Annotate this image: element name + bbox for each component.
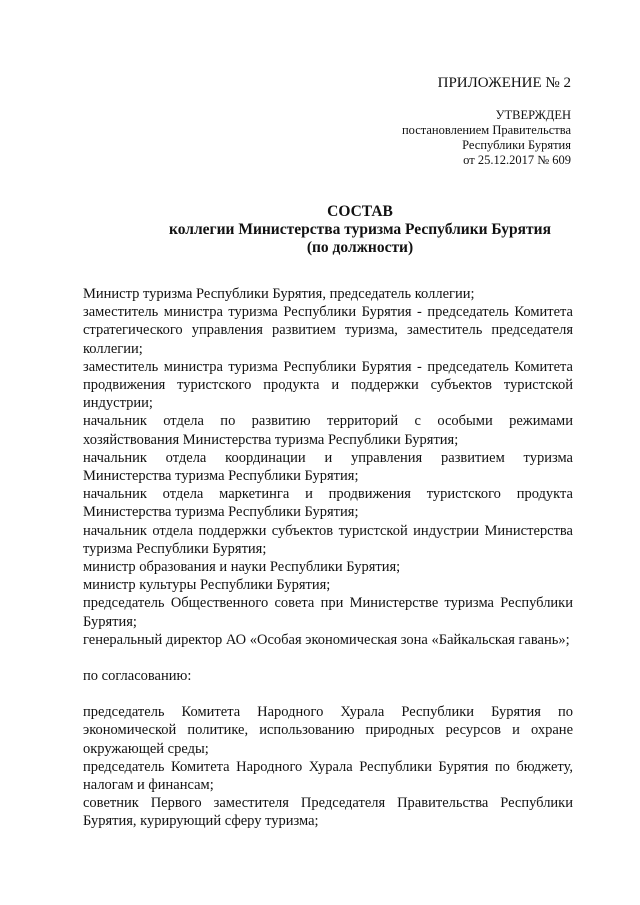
document-title xyxy=(0,203,640,257)
member-item: начальник отдела маркетинга и продвижения туристского продукта Министерства туризма Республики Бурятия; xyxy=(83,486,573,521)
member-item: Министр туризма Республики Бурятия, председатель коллегии; xyxy=(83,286,475,302)
agreement-heading: по согласованию: xyxy=(83,668,192,685)
member-item: заместитель министра туризма Республики Бурятия - председатель Комитета продвижения туристского продукта и поддержки субъектов туристской индустрии; xyxy=(83,358,573,412)
spacer xyxy=(83,649,573,667)
member-item: министр образования и науки Республики Бурятия; xyxy=(83,559,401,576)
title-line-2: коллегии Министерства туризма Республики Бурятия xyxy=(169,221,551,238)
approved-by-line-2: Республики Бурятия xyxy=(462,138,571,152)
agreement-member-item: председатель Комитета Народного Хурала Республики Бурятия по бюджету, налогам и финансам; xyxy=(83,758,573,794)
approved-by-line-1: постановлением Правительства xyxy=(401,123,571,137)
member-item: начальник отдела координации и управления развитием туризма Министерства туризма Республики Бурятия; xyxy=(83,449,573,485)
title-line-1: СОСТАВ xyxy=(327,203,393,220)
agreement-member-item: председатель Комитета Народного Хурала Республики Бурятия по экономической политике, использованию природных ресурсов и охране окружающей среды; xyxy=(83,704,573,757)
title-line-3: (по должности) xyxy=(306,239,414,256)
member-item: министр культуры Республики Бурятия; xyxy=(83,577,331,594)
member-item: председатель Общественного совета при Министерстве туризма Республики Бурятия; xyxy=(83,595,573,630)
document-body xyxy=(83,285,573,831)
spacer xyxy=(83,685,573,703)
approval-stamp xyxy=(402,74,571,168)
member-item: генеральный директор АО «Особая экономическая зона «Байкальская гавань»; xyxy=(83,631,570,648)
approved-label: УТВЕРЖДЕН xyxy=(495,108,571,122)
member-item: начальник отдела по развитию территорий с особыми режимами хозяйствования Министерства туризма Республики Бурятия; xyxy=(83,413,573,448)
agreement-member-item: советник Первого заместителя Председателя Правительства Республики Бурятия, курирующий сферу туризма; xyxy=(83,795,573,830)
member-item: заместитель министра туризма Республики Бурятия - председатель Комитета стратегического управления развитием туризма, заместитель председателя коллегии; xyxy=(83,304,573,357)
approval-date-number: от 25.12.2017 № 609 xyxy=(463,153,571,167)
member-item: начальник отдела поддержки субъектов туристской индустрии Министерства туризма Республики Бурятия; xyxy=(83,522,573,557)
appendix-label: ПРИЛОЖЕНИЕ № 2 xyxy=(437,75,571,91)
